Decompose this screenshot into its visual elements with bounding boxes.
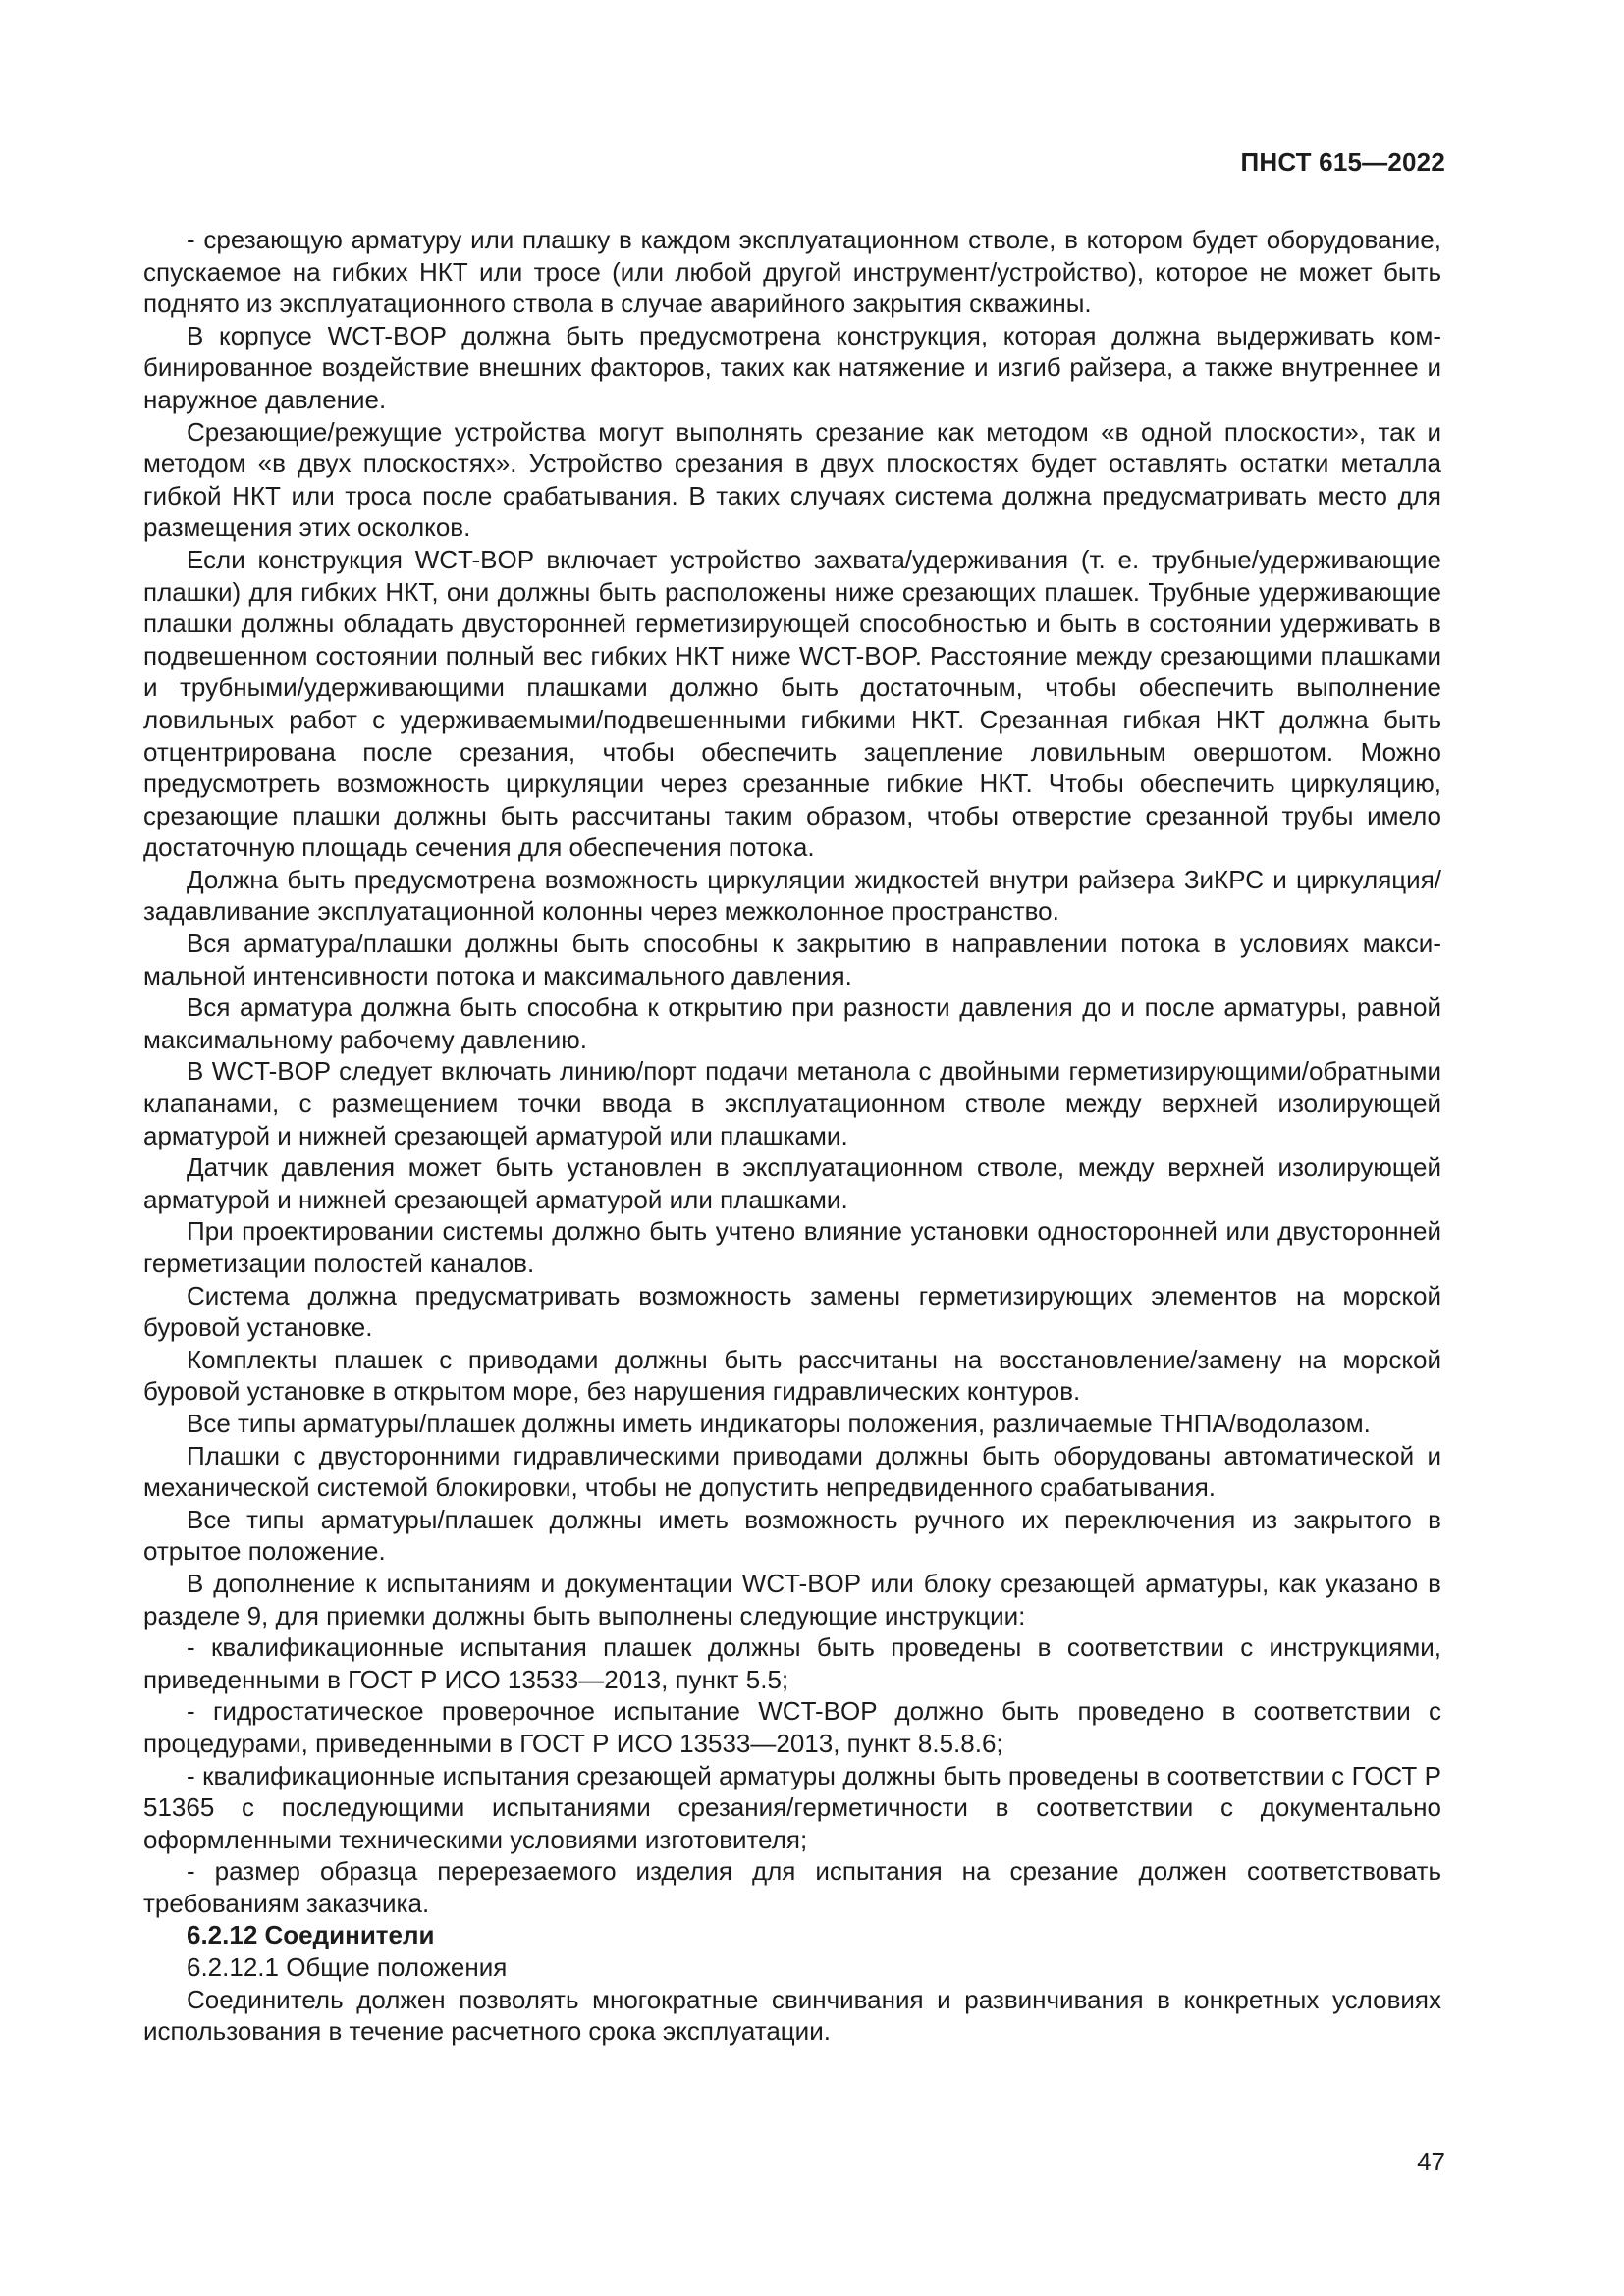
- paragraph: Все типы арматуры/плашек должны иметь возможность ручного их переключения из закрытого в отрытое положение.: [143, 1504, 1441, 1567]
- paragraph: Плашки с двусторонними гидравлическими приводами должны быть оборудованы автоматической и механической системой блокировки, чтобы не допустить непредвиденного срабатывания.: [143, 1440, 1441, 1503]
- paragraph: Вся арматура должна быть способна к открытию при разности давления до и после арматуры, равной максимальному рабочему давлению.: [143, 992, 1441, 1054]
- list-item: - гидростатическое проверочное испытание WCT-BOP должно быть проведено в соответствии с процедурами, приведенными в ГОСТ Р ИСО 13533—2013, пункт 8.5.8.6;: [143, 1696, 1441, 1758]
- paragraph: В корпусе WCT-BOP должна быть предусмотрена конструкция, которая должна выдерживать комбинированное воздействие внешних факторов, таких как натяжение и изгиб райзера, а также внутреннее и наружное давление.: [143, 320, 1441, 414]
- paragraph: При проектировании системы должно быть учтено влияние установки односторонней или двусторонней герметизации полостей каналов.: [143, 1216, 1441, 1278]
- paragraph: Все типы арматуры/плашек должны иметь индикаторы положения, различаемые ТНПА/водолазом.: [187, 1408, 1371, 1438]
- list-item: - квалификационные испытания срезающей арматуры должны быть проведены в соответствии с ГОСТ Р 51365 с последующими испытаниями срезания/герметичности в соответствии с документально оформленными техническими условиями изготовителя;: [143, 1760, 1441, 1854]
- section-heading: 6.2.12 Соединители: [187, 1920, 435, 1950]
- paragraph: - срезающую арматуру или плашку в каждом эксплуатационном стволе, в котором будет оборудование, спускаемое на гибких НКТ или тросе (или любой другой инструмент/устройство), которое не может быть поднято из эксплуатационного ствола в случае аварийного закрытия скважины.: [143, 225, 1441, 319]
- paragraph: В WCT-BOP следует включать линию/порт подачи метанола с двойными герметизирующими/обратными клапанами, с размещением точки ввода в эксплуатационном стволе между верхней изолирующей арматурой и нижней срезающей арматурой или плашками.: [143, 1056, 1441, 1150]
- paragraph: Комплекты плашек с приводами должны быть рассчитаны на восстановление/замену на морской буровой установке в открытом море, без нарушения гидравлических контуров.: [143, 1344, 1441, 1407]
- list-item: - квалификационные испытания плашек должны быть проведены в соответствии с инструкциями, приведенными в ГОСТ Р ИСО 13533—2013, пункт 5.5;: [143, 1632, 1441, 1694]
- paragraph: В дополнение к испытаниям и документации WCT-BOP или блоку срезающей арматуры, как указано в разделе 9, для приемки должны быть выполнены следующие инструкции:: [143, 1568, 1441, 1630]
- subsection-heading: 6.2.12.1 Общие положения: [187, 1952, 508, 1983]
- document-code-header: ПНСТ 615—2022: [1240, 147, 1445, 177]
- paragraph: Система должна предусматривать возможность замены герметизирующих элементов на морской буровой установке.: [143, 1280, 1441, 1343]
- paragraph: Срезающие/режущие устройства могут выполнять срезание как методом «в одной плоскости», так и методом «в двух плоскостях». Устройство срезания в двух плоскостях будет оставлять остатки металла гибкой НКТ или троса после срабатывания. В таких случаях система должна предусматривать место для размещения этих осколков.: [143, 416, 1441, 543]
- list-item: - размер образца перерезаемого изделия для испытания на срезание должен соответствовать требованиям заказчика.: [143, 1856, 1441, 1918]
- page-number: 47: [1417, 2147, 1445, 2176]
- paragraph: Вся арматура/плашки должны быть способны к закрытию в направлении потока в условиях максимальной интенсивности потока и максимального давления.: [143, 929, 1441, 990]
- paragraph: Должна быть предусмотрена возможность циркуляции жидкостей внутри райзера ЗиКРС и циркуляция/задавливание эксплуатационной колонны через межколонное пространство.: [143, 864, 1441, 927]
- document-body: [143, 224, 1441, 2048]
- paragraph: Если конструкция WCT-BOP включает устройство захвата/удерживания (т. е. трубные/удерживающие плашки) для гибких НКТ, они должны быть расположены ниже срезающих плашек. Трубные удерживающие плашки должны обладать двусторонней герметизирующей способностью и быть в состоянии удерживать в подвешенном состоянии полный вес гибких НКТ ниже WCT-BOP. Расстояние между срезающими плашками и трубными/удерживающими плашками должно быть достаточным, чтобы обеспечить выполнение ловильных работ с удерживаемыми/подвешенными гибкими НКТ. Срезанная гибкая НКТ должна быть отцентрирована после срезания, чтобы обеспечить зацепление ловильным овершотом. Можно предусмотреть возможность циркуляции через срезанные гибкие НКТ. Чтобы обеспечить циркуляцию, срезающие плашки должны быть рассчитаны таким образом, чтобы отверстие срезанной трубы имело достаточную площадь сечения для обеспечения потока.: [143, 544, 1441, 863]
- paragraph: Датчик давления может быть установлен в эксплуатационном стволе, между верхней изолирующей арматурой и нижней срезающей арматурой или плашками.: [143, 1152, 1441, 1214]
- paragraph: Соединитель должен позволять многократные свинчивания и развинчивания в конкретных условиях использования в течение расчетного срока эксплуатации.: [143, 1984, 1441, 2047]
